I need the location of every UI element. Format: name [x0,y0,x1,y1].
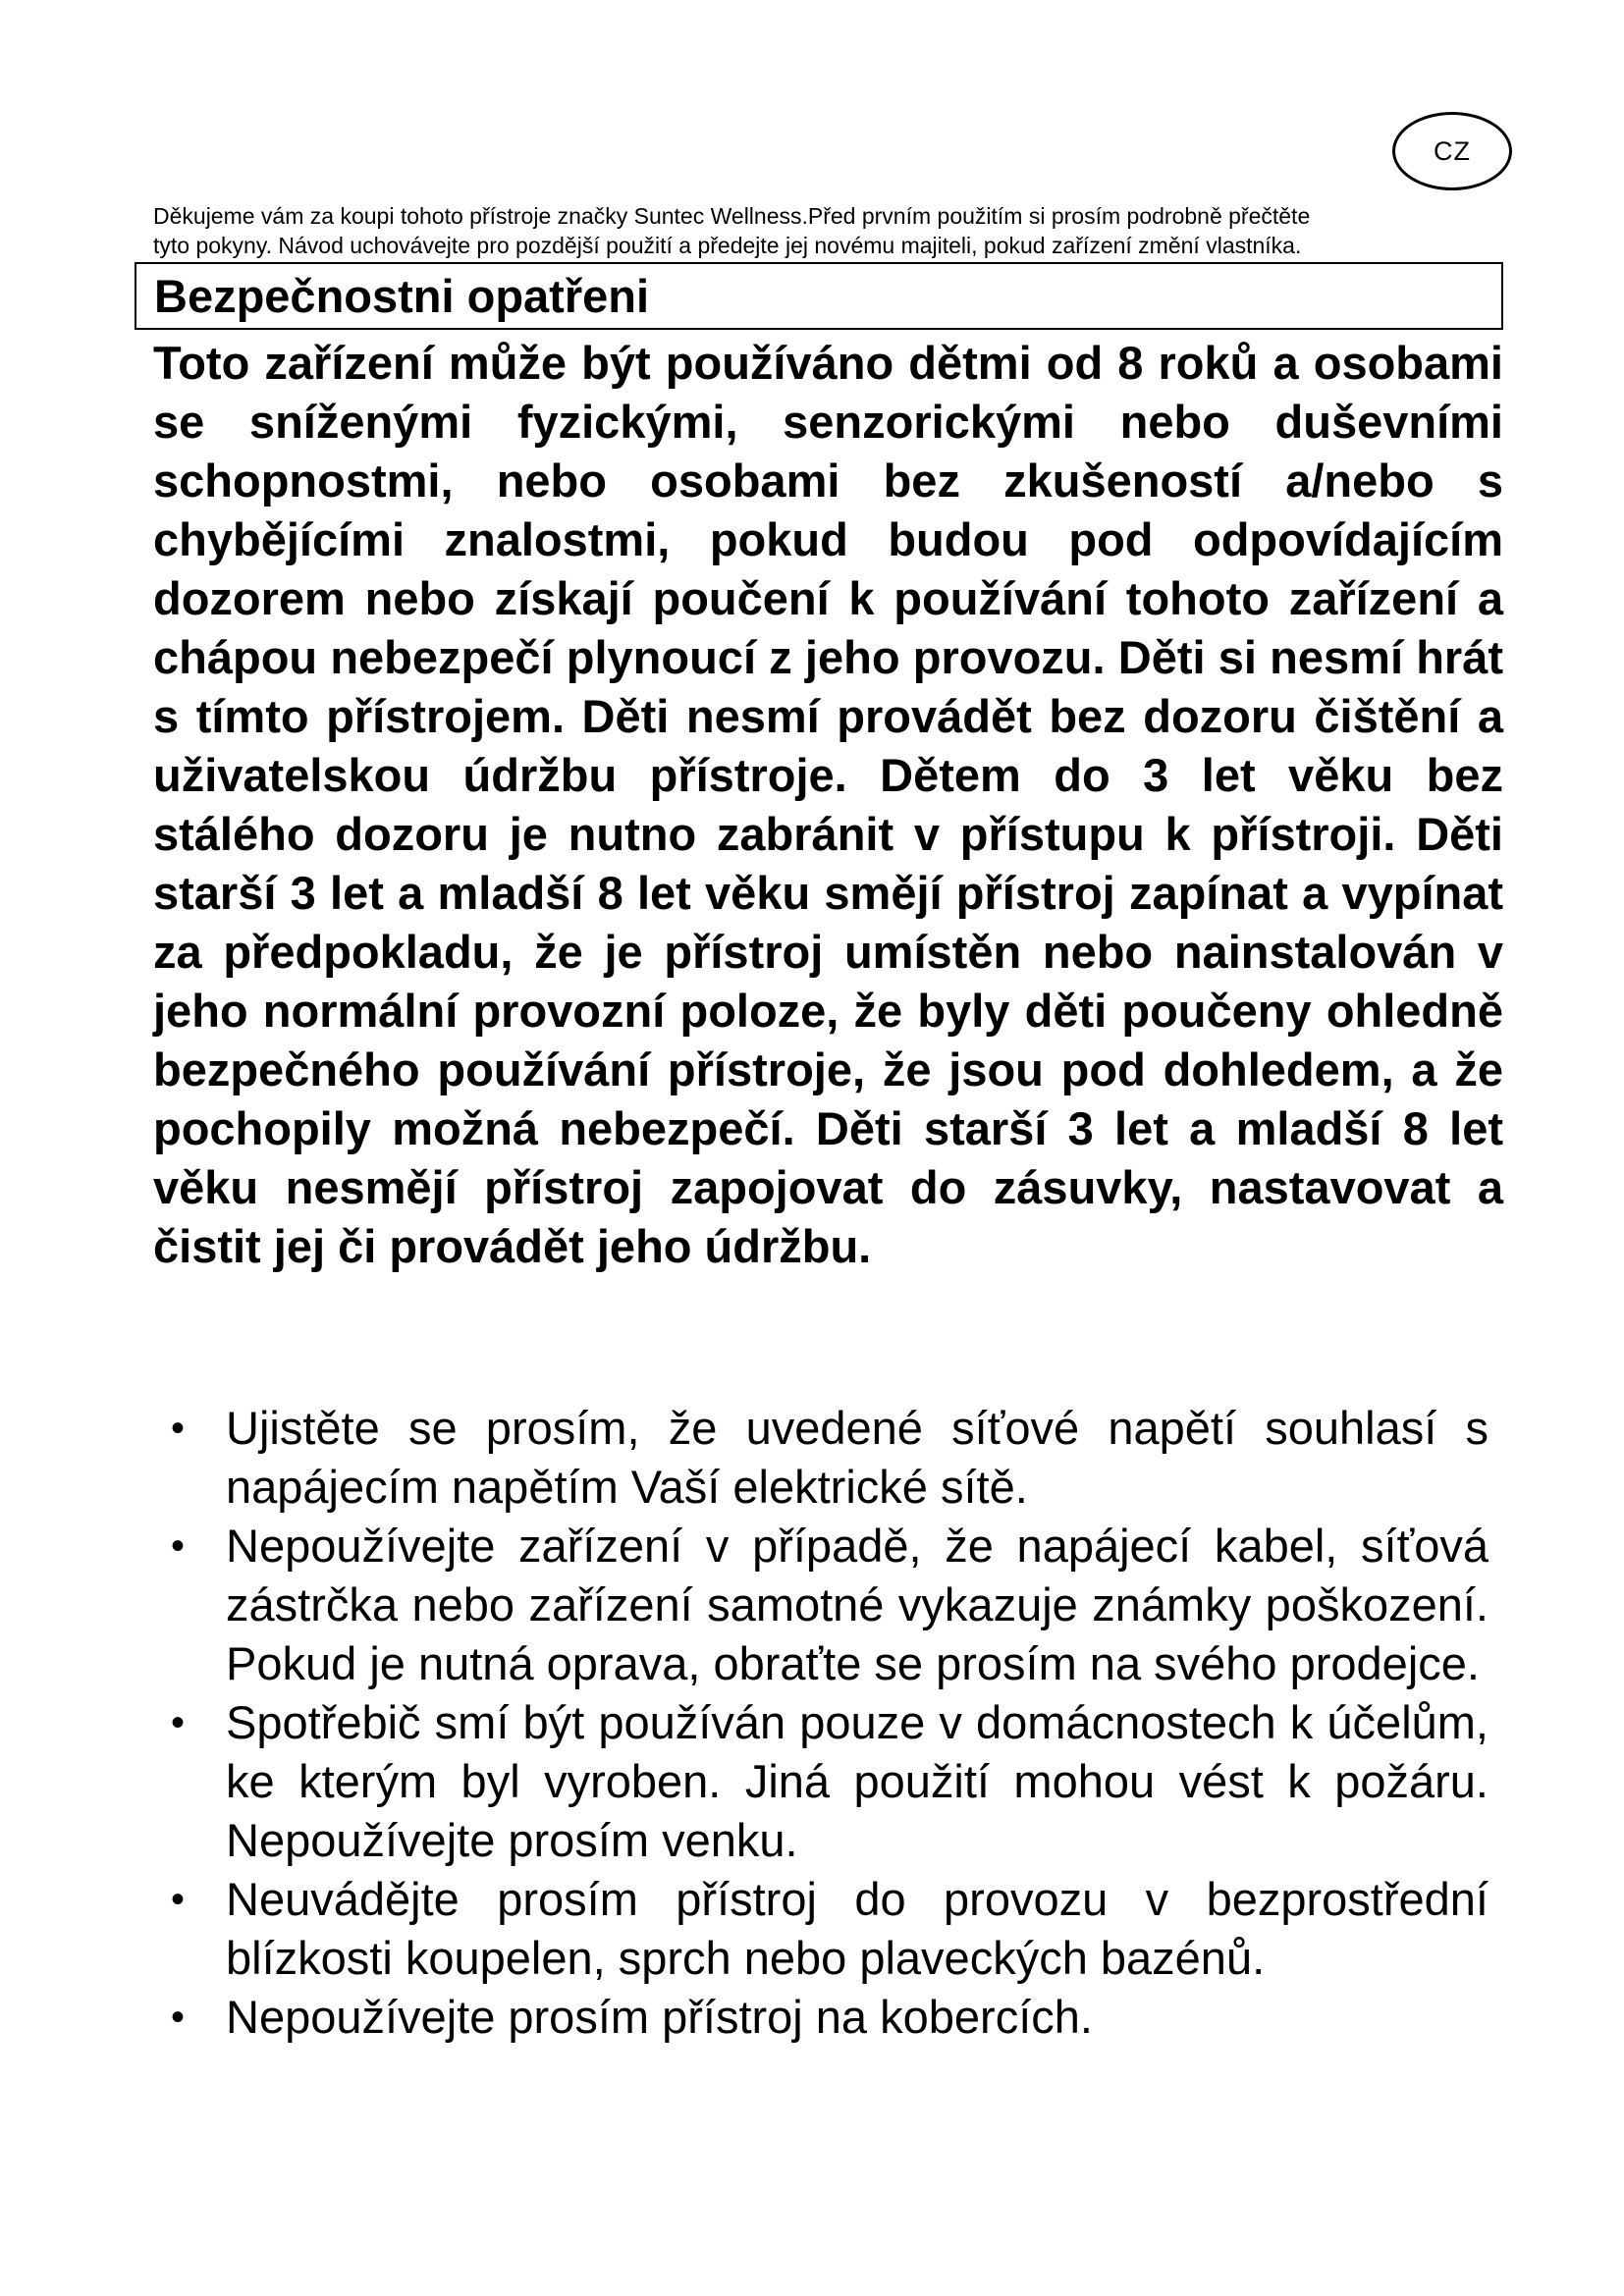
bullet-icon: • [171,1407,186,1450]
list-item [153,1693,1489,1870]
list-item-text: Spotřebič smí být používán pouze v domácnostech k účelům, ke kterým byl vyroben. Jiná použití mohou vést k požáru. Nepoužívejte prosím venku. [226,1696,1489,1866]
bullet-icon: • [171,1524,186,1568]
list-item [153,1399,1489,1517]
safety-bullet-list [153,1399,1489,2047]
list-item-text: Nepoužívejte zařízení v případě, že napájecí kabel, síťová zástrčka nebo zařízení samotné vykazuje známky poškození. Pokud je nutná oprava, obraťte se prosím na svého prodejce. [226,1520,1489,1689]
intro-line-2: tyto pokyny. Návod uchovávejte pro pozdější použití a předejte jej novému majiteli, pokud zařízení změní vlastníka. [153,233,1302,258]
language-code: CZ [1434,135,1471,166]
bullet-icon: • [171,1701,186,1744]
bullet-icon: • [171,1996,186,2039]
language-badge [1392,112,1512,190]
list-item [153,1870,1489,1988]
intro-text [153,201,1498,260]
section-title-box [135,262,1503,330]
bullet-icon: • [171,1878,186,1921]
list-item [153,1517,1489,1693]
list-item [153,1988,1489,2047]
intro-line-1: Děkujeme vám za koupi tohoto přístroje značky Suntec Wellness.Před prvním použitím si prosím podrobně přečtěte [153,203,1311,229]
safety-warning-paragraph: Toto zařízení může být používáno dětmi od 8 roků a osobami se sníženými fyzickými, senzorickými nebo duševními schopnostmi, nebo osobami bez zkušeností a/nebo s chybějícími znalostmi, pokud budou pod odpovídajícím dozorem nebo získají poučení k používání tohoto zařízení a chápou nebezpečí plynoucí z jeho provozu. Děti si nesmí hrát s tímto přístrojem. Děti nesmí provádět bez dozoru čištění a uživatelskou údržbu přístroje. Dětem do 3 let věku bez stálého dozoru je nutno zabránit v přístupu k přístroji. Děti starší 3 let a mladší 8 let věku smějí přístroj zapínat a vypínat za předpokladu, že je přístroj umístěn nebo nainstalován v jeho normální provozní poloze, že byly děti poučeny ohledně bezpečného používání přístroje, že jsou pod dohledem, a že pochopily možná nebezpečí. Děti starší 3 let a mladší 8 let věku nesmějí přístroj zapojovat do zásuvky, nastavovat a čistit jej či provádět jeho údržbu. [153,337,1503,1272]
list-item-text: Ujistěte se prosím, že uvedené síťové napětí souhlasí s napájecím napětím Vaší elektrické sítě. [226,1402,1489,1513]
list-item-text: Neuvádějte prosím přístroj do provozu v bezprostřední blízkosti koupelen, sprch nebo plaveckých bazénů. [226,1873,1489,1984]
list-item-text: Nepoužívejte prosím přístroj na kobercích. [226,1991,1093,2043]
section-title: Bezpečnostni opatřeni [154,270,650,322]
